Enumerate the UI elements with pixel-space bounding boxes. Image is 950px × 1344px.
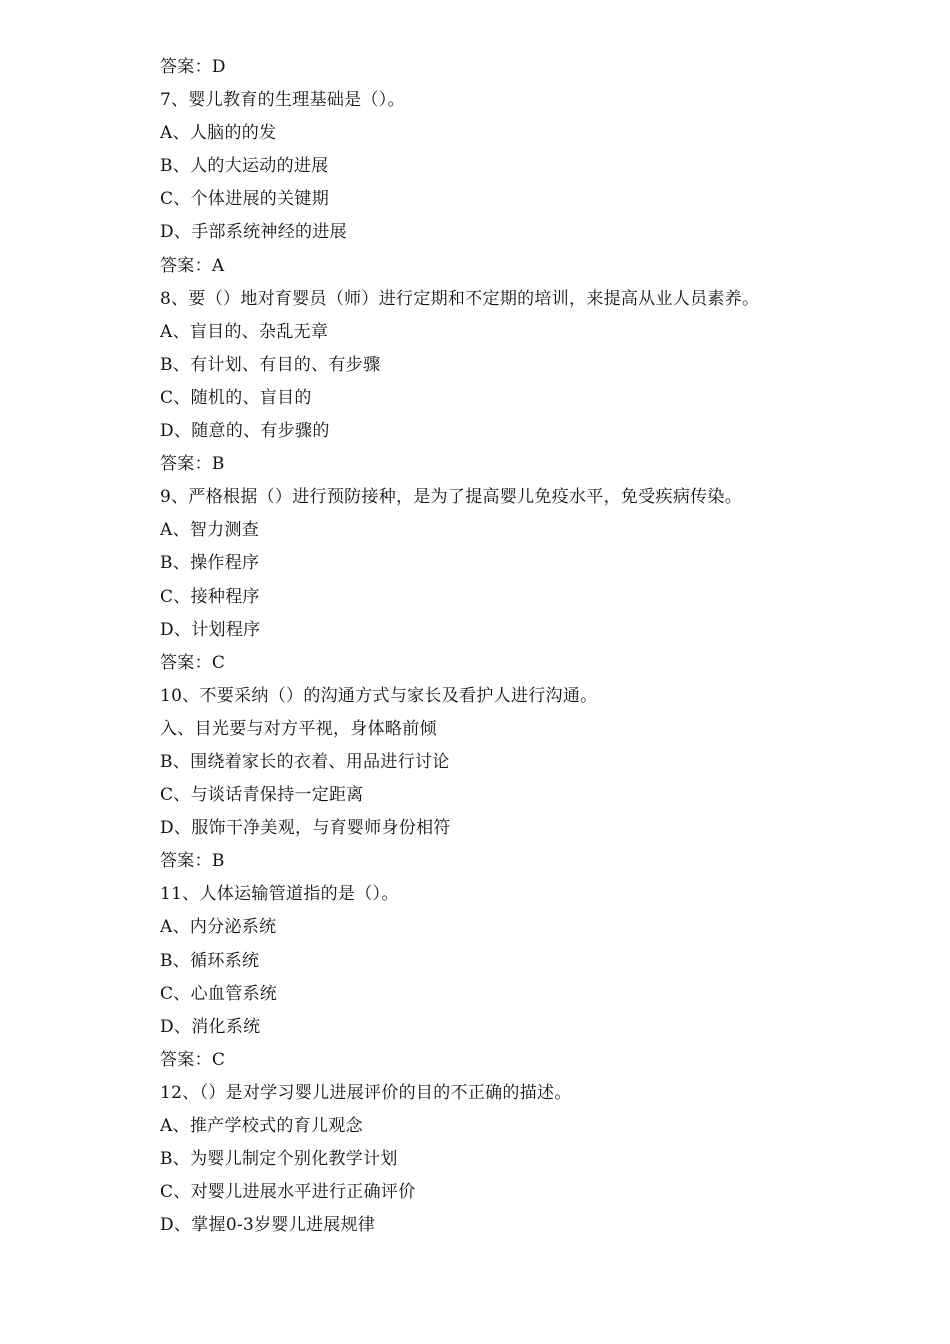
question-11-option-c: C、心血管系统 [160, 983, 278, 1004]
question-7-option-c: C、个体进展的关键期 [160, 189, 330, 210]
question-8-option-d: D、随意的、有步骤的 [160, 421, 330, 442]
question-11-option-d: D、消化系统 [160, 1016, 261, 1037]
question-9-answer: 答案：C [160, 652, 226, 673]
question-10-text: 10、不要采纳（）的沟通方式与家长及看护人进行沟通。 [160, 685, 598, 706]
question-8-option-b: B、有计划、有目的、有步骤 [160, 354, 381, 375]
question-10-answer: 答案：B [160, 851, 225, 872]
question-8-option-a: A、盲目的、杂乱无章 [160, 321, 329, 342]
question-7-option-d: D、手部系统神经的进展 [160, 222, 347, 243]
question-11-text: 11、人体运输管道指的是（）。 [160, 884, 399, 905]
question-10-option-a: 入、目光要与对方平视，身体略前倾 [160, 718, 437, 739]
question-7-option-a: A、人脑的的发 [160, 123, 277, 144]
question-9-text: 9、严格根据（）进行预防接种，是为了提高婴儿免疫水平，免受疾病传染。 [160, 487, 743, 508]
question-7-option-b: B、人的大运动的进展 [160, 156, 329, 177]
question-11-option-b: B、循环系统 [160, 950, 260, 971]
answer-line: 答案：D [160, 57, 226, 77]
question-8-option-c: C、随机的、盲目的 [160, 387, 312, 408]
question-9-option-d: D、计划程序 [160, 619, 261, 640]
question-12-text: 12、（）是对学习婴儿进展评价的目的不正确的描述。 [160, 1082, 572, 1103]
question-7-answer: 答案：A [160, 255, 225, 276]
question-12-option-b: B、为婴儿制定个别化教学计划 [160, 1149, 398, 1170]
question-9-option-b: B、操作程序 [160, 553, 260, 574]
question-10-option-c: C、与谈话青保持一定距离 [160, 785, 364, 806]
question-8-text: 8、要（）地对育婴员（师）进行定期和不定期的培训，来提高从业人员素养。 [160, 288, 760, 309]
question-7-text: 7、婴儿教育的生理基础是（）。 [160, 90, 405, 111]
question-9-option-a: A、智力测查 [160, 520, 260, 541]
question-9-option-c: C、接种程序 [160, 586, 260, 607]
question-12-option-a: A、推产学校式的育儿观念 [160, 1116, 363, 1136]
question-12-option-c: C、对婴儿进展水平进行正确评价 [160, 1182, 416, 1203]
question-11-answer: 答案：C [160, 1049, 226, 1070]
question-12-option-d: D、掌握0-3岁婴儿进展规律 [160, 1215, 376, 1236]
question-list [160, 51, 860, 1242]
question-8-answer: 答案：B [160, 454, 225, 475]
question-10-option-b: B、围绕着家长的衣着、用品进行讨论 [160, 751, 450, 772]
question-11-option-a: A、内分泌系统 [160, 917, 277, 938]
question-10-option-d: D、服饰干净美观，与育婴师身份相符 [160, 818, 451, 839]
